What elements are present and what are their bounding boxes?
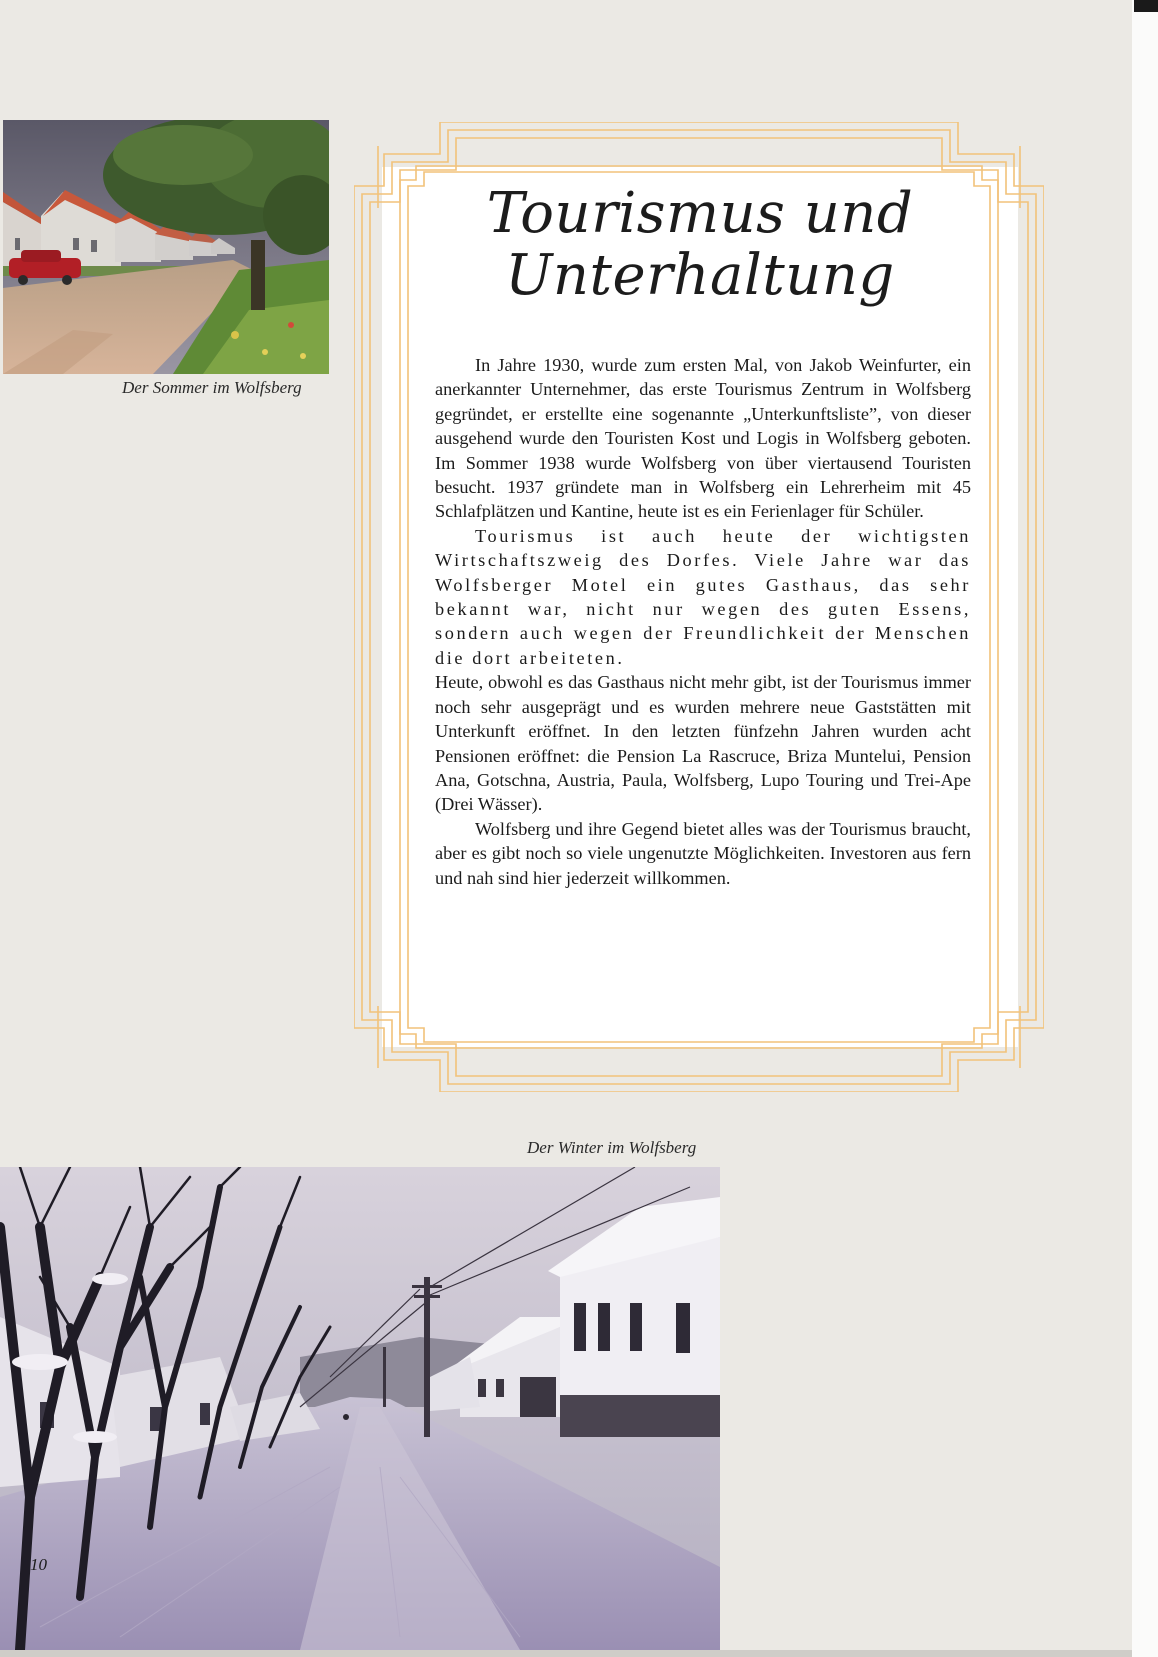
title-line-1: Tourismus und	[486, 181, 914, 246]
page-title	[400, 183, 1000, 307]
title-line-2: Unterhaltung	[505, 243, 895, 308]
article-body	[435, 353, 971, 890]
summer-village-photo	[3, 120, 329, 374]
paragraph-investors: Wolfsberg und ihre Gegend bietet alles was der Tourismus braucht, aber es gibt noch so viele ungenutzte Möglichkeiten. Investoren aus fern und nah sind hier jederzeit willkommen.	[435, 818, 971, 888]
winter-village-photo	[0, 1167, 720, 1650]
page-number: 10	[30, 1555, 47, 1574]
paragraph-economy: Tourismus ist auch heute der wichtigsten Wirtschaftszweig des Dorfes. Viele Jahre war das Wolfsberger Motel ein gutes Gasthaus, das sehr bekannt war, nicht nur wegen des guten Essens, sondern auch wegen der Freundlichkeit der Menschen die dort arbeiteten.	[435, 525, 971, 668]
paragraph-pensions: Heute, obwohl es das Gasthaus nicht mehr gibt, ist der Tourismus immer noch sehr ausgeprägt und es wurden mehrere neue Gaststätten mit Unterkunft eröffnet. In den letzten fünfzehn Jahren wurden acht Pensionen eröffnet: die Pension La Rascruce, Briza Muntelui, Pension Ana, Gotschna, Austria, Paula, Wolfsberg, Lupo Touring und Trei-Ape (Drei Wässer).	[435, 672, 971, 815]
scan-bottom-edge	[0, 1650, 1132, 1657]
winter-photo-caption: Der Winter im Wolfsberg	[527, 1138, 697, 1157]
scan-corner-mark	[1134, 0, 1158, 12]
summer-photo-caption: Der Sommer im Wolfsberg	[122, 378, 302, 397]
paragraph-history: In Jahre 1930, wurde zum ersten Mal, von Jakob Weinfurter, ein anerkannter Unternehmer, das erste Tourismus Zentrum in Wolfsberg gegründet, er erstellte eine sogenannte „Unterkunftsliste”, von dieser ausgehend wurde den Touristen Kost und Logis in Wolfsberg geboten. Im Sommer 1938 wurde Wolfsberg von über viertausend Touristen besucht. 1937 gründete man in Wolfsberg ein Lehrerheim mit 45 Schlafplätzen und Kantine, heute ist es ein Ferienlager für Schüler.	[435, 355, 971, 522]
page-edge	[1132, 0, 1158, 1657]
